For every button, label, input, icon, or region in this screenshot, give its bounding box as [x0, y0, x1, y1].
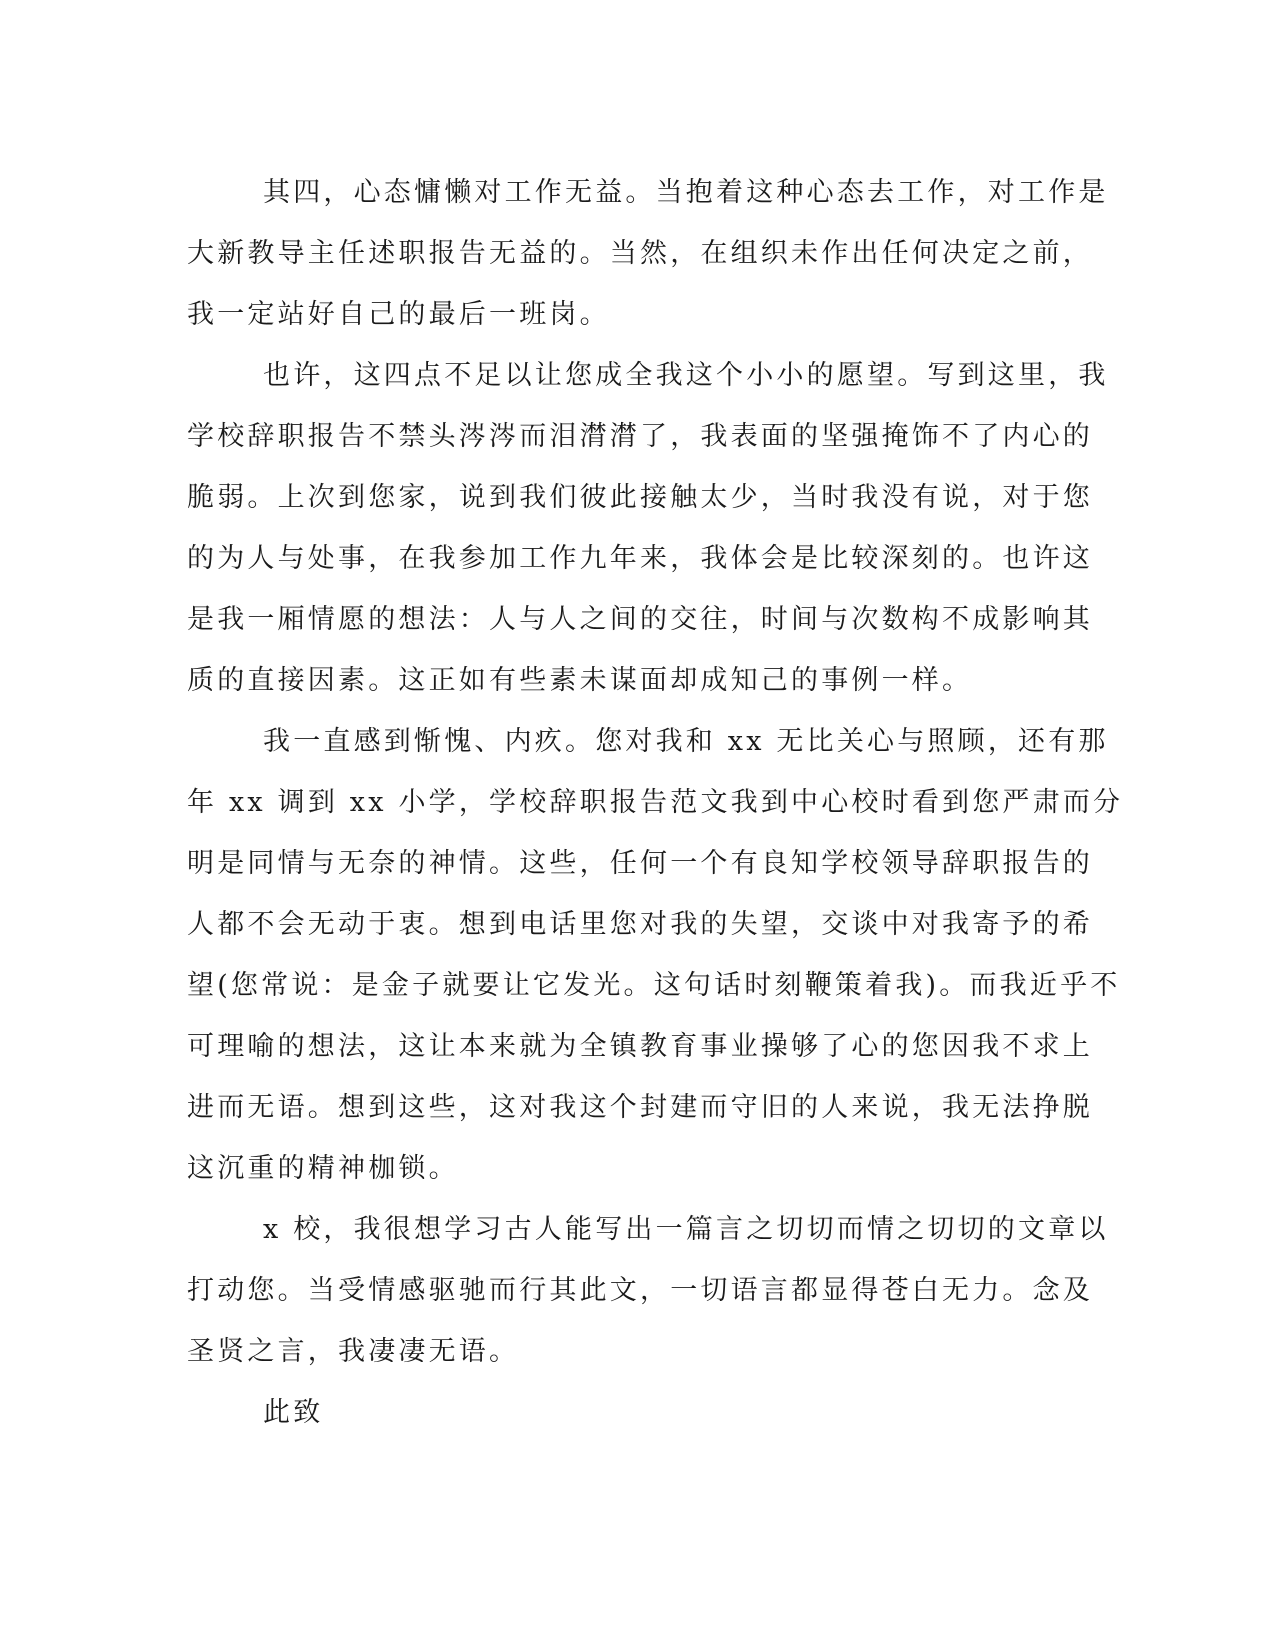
- paragraph-line: 学校辞职报告不禁头涔涔而泪潸潸了，我表面的坚强掩饰不了内心的: [187, 421, 1093, 452]
- paragraph-line: 的为人与处事，在我参加工作九年来，我体会是比较深刻的。也许这: [187, 543, 1093, 574]
- paragraph-line: x 校，我很想学习古人能写出一篇言之切切而情之切切的文章以: [263, 1214, 1109, 1245]
- paragraph-line: 进而无语。想到这些，这对我这个封建而守旧的人来说，我无法挣脱: [187, 1092, 1093, 1123]
- paragraph-line: 人都不会无动于衷。想到电话里您对我的失望，交谈中对我寄予的希: [187, 909, 1093, 940]
- paragraph-line: 望(您常说：是金子就要让它发光。这句话时刻鞭策着我)。而我近乎不: [187, 970, 1121, 1001]
- paragraph-line: 也许，这四点不足以让您成全我这个小小的愿望。写到这里，我: [263, 360, 1109, 391]
- letter-body: [187, 162, 1124, 1443]
- closing-salutation: 此致: [263, 1397, 324, 1428]
- paragraph-line: 是我一厢情愿的想法：人与人之间的交往，时间与次数构不成影响其: [187, 604, 1093, 635]
- paragraph-line: 质的直接因素。这正如有些素未谋面却成知己的事例一样。: [187, 665, 973, 696]
- paragraph-line: 这沉重的精神枷锁。: [187, 1153, 459, 1184]
- paragraph-line: 大新教导主任述职报告无益的。当然，在组织未作出任何决定之前，: [187, 238, 1093, 269]
- paragraph-line: 圣贤之言，我凄凄无语。: [187, 1336, 520, 1367]
- paragraph-line: 脆弱。上次到您家，说到我们彼此接触太少，当时我没有说，对于您: [187, 482, 1093, 513]
- paragraph-line: 打动您。当受情感驱驰而行其此文，一切语言都显得苍白无力。念及: [187, 1275, 1093, 1306]
- paragraph-line: 其四，心态慵懒对工作无益。当抱着这种心态去工作，对工作是: [263, 177, 1109, 208]
- paragraph-line: 明是同情与无奈的神情。这些，任何一个有良知学校领导辞职报告的: [187, 848, 1093, 879]
- paragraph-line: 可理喻的想法，这让本来就为全镇教育事业操够了心的您因我不求上: [187, 1031, 1093, 1062]
- paragraph-line: 年 xx 调到 xx 小学，学校辞职报告范文我到中心校时看到您严肃而分: [187, 787, 1124, 818]
- paragraph-line: 我一直感到惭愧、内疚。您对我和 xx 无比关心与照顾，还有那: [263, 726, 1109, 757]
- paragraph-line: 我一定站好自己的最后一班岗。: [187, 299, 610, 330]
